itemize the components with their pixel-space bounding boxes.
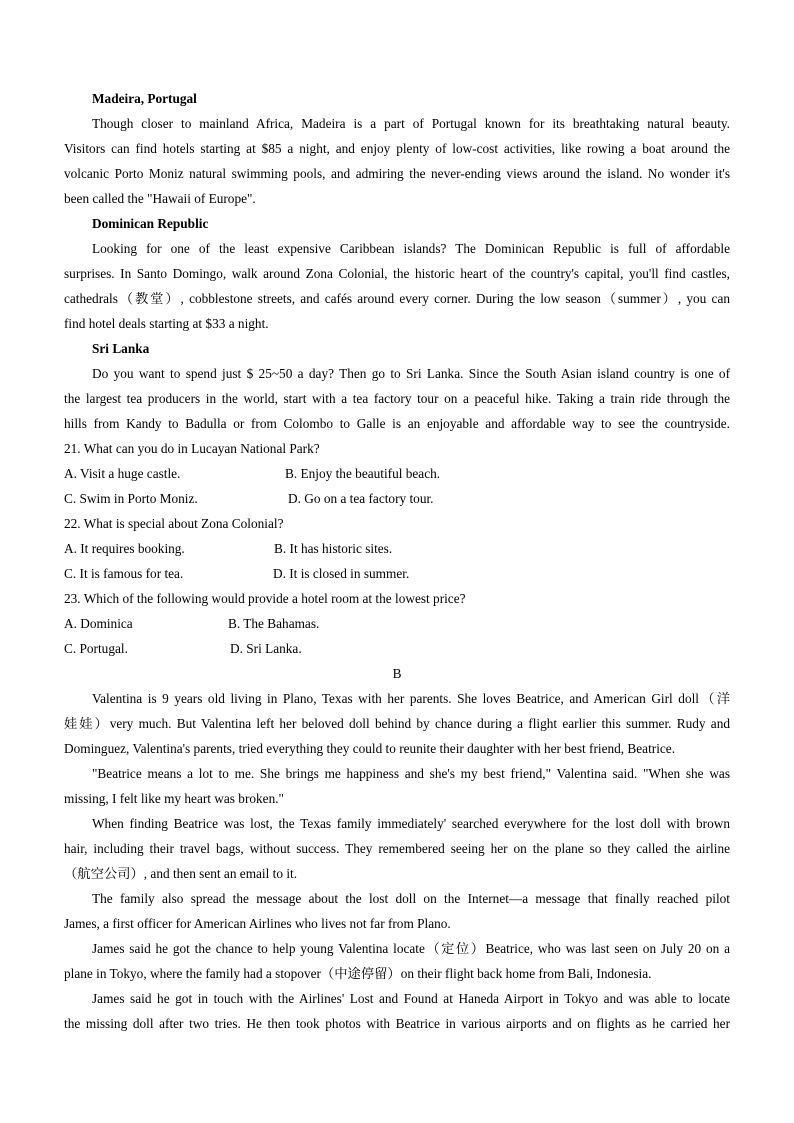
question-stem: 23. Which of the following would provide a hotel room at the lowest price?	[64, 591, 466, 606]
paragraph-line: Visitors can find hotels starting at $85 a night, and enjoy plenty of low-cost activities, like rowing a boat around the	[64, 141, 730, 156]
section-label-b: B	[392, 666, 402, 681]
paragraph-line: Do you want to spend just $ 25~50 a day? Then go to Sri Lanka. Since the South Asian island country is one of	[92, 366, 730, 381]
heading-srilanka: Sri Lanka	[92, 341, 150, 356]
paragraph-line: Dominguez, Valentina's parents, tried everything they could to reunite their daughter with her best friend, Beatrice.	[64, 741, 676, 756]
option-d: D. Go on a tea factory tour.	[288, 491, 434, 506]
option-a: A. It requires booking.	[64, 541, 185, 556]
question-stem: 22. What is special about Zona Colonial?	[64, 516, 284, 531]
heading-madeira: Madeira, Portugal	[92, 91, 197, 106]
paragraph-line: （航空公司）, and then sent an email to it.	[64, 866, 298, 881]
heading-dominican: Dominican Republic	[92, 216, 209, 231]
question-stem: 21. What can you do in Lucayan National Park?	[64, 441, 320, 456]
paragraph-line: surprises. In Santo Domingo, walk around Zona Colonial, the historic heart of the country's capital, you'll find castles,	[64, 266, 730, 281]
paragraph-line: 娃娃）very much. But Valentina left her beloved doll behind by chance during a flight earlier this summer. Rudy and	[64, 716, 730, 731]
paragraph-line: volcanic Porto Moniz natural swimming pools, and admiring the never-ending views around the island. No wonder it's	[64, 166, 730, 181]
paragraph-line: find hotel deals starting at $33 a night.	[64, 316, 269, 331]
paragraph-line: When finding Beatrice was lost, the Texas family immediately' searched everywhere for the lost doll with brown	[92, 816, 730, 831]
option-b: B. Enjoy the beautiful beach.	[285, 466, 441, 481]
paragraph-line: James said he got in touch with the Airlines' Lost and Found at Haneda Airport in Tokyo and was able to locate	[92, 991, 730, 1006]
option-c: C. It is famous for tea.	[64, 566, 184, 581]
paragraph-line: "Beatrice means a lot to me. She brings me happiness and she's my best friend," Valentina said. "When she was	[92, 766, 730, 781]
paragraph-line: the missing doll after two tries. He then took photos with Beatrice in various airports and on flights as he carried her	[64, 1016, 730, 1031]
paragraph-line: hills from Kandy to Badulla or from Colombo to Galle is an enjoyable and affordable way to see the countryside.	[64, 416, 730, 431]
option-b: B. It has historic sites.	[274, 541, 393, 556]
option-b: B. The Bahamas.	[228, 616, 320, 631]
paragraph-line: the largest tea producers in the world, start with a tea factory tour on a peaceful hike. Taking a train ride through the	[64, 391, 730, 406]
option-a: A. Dominica	[64, 616, 133, 631]
paragraph-line: hair, including their travel bags, without success. They remembered seeing her on the plane so they called the airline	[64, 841, 730, 856]
option-a: A. Visit a huge castle.	[64, 466, 181, 481]
option-d: D. Sri Lanka.	[230, 641, 302, 656]
option-c: C. Portugal.	[64, 641, 128, 656]
paragraph-line: James said he got the chance to help young Valentina locate（定位）Beatrice, who was last seen on July 20 on a	[92, 941, 730, 956]
paragraph-line: Valentina is 9 years old living in Plano, Texas with her parents. She loves Beatrice, and American Girl doll（洋	[92, 691, 730, 706]
paragraph-line: James, a first officer for American Airlines who lives not far from Plano.	[64, 916, 451, 931]
paragraph-line: been called the "Hawaii of Europe".	[64, 191, 256, 206]
paragraph-line: The family also spread the message about the lost doll on the Internet—a message that finally reached pilot	[92, 891, 730, 906]
option-c: C. Swim in Porto Moniz.	[64, 491, 198, 506]
option-d: D. It is closed in summer.	[273, 566, 410, 581]
paragraph-line: cathedrals（教堂）, cobblestone streets, and cafés around every corner. During the low season（summer）, you can	[64, 291, 730, 306]
paragraph-line: plane in Tokyo, where the family had a stopover（中途停留）on their flight back home from Bali, Indonesia.	[64, 966, 652, 981]
paragraph-line: missing, I felt like my heart was broken."	[64, 791, 284, 806]
paragraph-line: Though closer to mainland Africa, Madeira is a part of Portugal known for its breathtaking natural beauty.	[92, 116, 730, 131]
paragraph-line: Looking for one of the least expensive Caribbean islands? The Dominican Republic is full of affordable	[92, 241, 730, 256]
